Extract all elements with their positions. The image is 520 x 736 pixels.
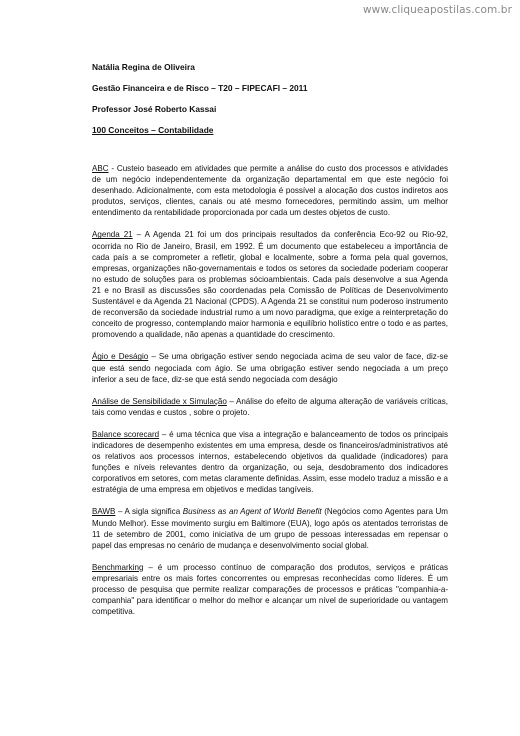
entry-abc xyxy=(92,163,448,218)
concepts-list xyxy=(92,163,448,628)
entry-term: Balance scorecard xyxy=(92,429,160,439)
course-title: Gestão Financeira e de Risco – T20 – FIPECAFI – 2011 xyxy=(92,83,308,93)
entry-text: – é um processo contínuo de comparação dos produtos, serviços e práticas empresariais entre os mais fortes concorrentes ou empresas reconhecidas como líderes. É um processo de pesquisa que permite realizar comparações de processos e práticas "companhia-a-companhia" para identificar o melhor do melhor e alcançar um nível de superioridade ou vantagem competitiva. xyxy=(92,562,448,617)
entry-bawb xyxy=(92,506,448,550)
author-name: Natália Regina de Oliveira xyxy=(92,62,195,72)
entry-benchmarking xyxy=(92,562,448,617)
entry-text: – Se uma obrigação estiver sendo negociada acima de seu valor de face, diz-se que está sendo negociada com ágio. Se uma obrigação estiver sendo negociada a um preço inferior a seu de face, diz-se que está sendo negociada com deságio xyxy=(92,352,448,384)
document-subject: 100 Conceitos – Contabilidade xyxy=(92,125,214,135)
entry-term: BAWB xyxy=(92,507,116,517)
site-watermark: www.cliqueapostilas.com.br xyxy=(362,4,512,16)
entry-term: Análise de Sensibilidade x Simulação xyxy=(92,396,227,406)
entry-text-italic: Business as an Agent of World Benefit xyxy=(182,507,322,517)
entry-agenda-21 xyxy=(92,229,448,340)
entry-text: – A Agenda 21 foi um dos principais resultados da conferência Eco-92 ou Rio-92, ocorrida no Rio de Janeiro, Brasil, em 1992. É um documento que estabeleceu a importância de cada país a se comprometer a refletir, global e localmente, sobre a forma pela qual governos, empresas, organizações não-governamentais e todos os setores da sociedade poderiam cooperar no estudo de soluções para os problemas sócioambientais. Cada país desenvolve a sua Agenda 21 e no Brasil as discussões são coordenadas pela Comissão de Políticas de Desenvolvimento Sustentável e da Agenda 21 Nacional (CPDS). A Agenda 21 se constitui num poderoso instrumento de reconversão da sociedade industrial rumo a um novo paradigma, que exige a reinterpretação do conceito de progresso, contemplando maior harmonia e equilíbrio holístico entre o todo e as partes, promovendo a qualidade, não apenas a quantidade do crescimento. xyxy=(92,230,448,340)
entry-text-post: (Negócios como Agentes para Um Mundo Melhor). Esse movimento surgiu em Baltimore (EUA), logo após os atentados terroristas de 11 de setembro de 2001, como iniciativa de um grupo de pessoas interessadas em repensar o papel das empresas no cenário de mudança e desenvolvimento social global. xyxy=(92,507,448,550)
entry-balance-scorecard xyxy=(92,429,448,496)
professor-name: Professor José Roberto Kassai xyxy=(92,104,217,114)
entry-agio-desagio xyxy=(92,351,448,384)
entry-term: Agenda 21 xyxy=(92,230,133,240)
entry-text-pre: – A sigla significa xyxy=(115,507,183,517)
document-header xyxy=(92,62,452,146)
entry-text: – Análise do efeito de alguma alteração de variáveis críticas, tais como vendas e custos , sobre o projeto. xyxy=(92,396,448,417)
entry-term: ABC xyxy=(92,164,109,173)
entry-term: Benchmarking xyxy=(92,562,144,572)
entry-text: - Custeio baseado em atividades que permite a análise do custo dos processos e atividades de um negócio independentemente da organização departamental em que este negócio foi desenhado. Adicionalmente, com esta metodologia é possível a alocação dos custos indiretos aos produtos, serviços, clientes, canais ou até mesmo fornecedores, permitindo assim, um melhor entendimento da rentabilidade proporcionada por cada um destes objetos de custo. xyxy=(92,164,448,218)
entry-term: Ágio e Deságio xyxy=(92,352,149,362)
entry-analise-sensibilidade xyxy=(92,396,448,418)
entry-text: – é uma técnica que visa a integração e balanceamento de todos os principais indicadores de desempenho existentes em uma empresa, desde os financeiros/administrativos até os relativos aos processos internos, estabelecendo objetivos da qualidade (indicadores) para funções e níveis relevantes dentro da organização, ou seja, desdobramento dos indicadores corporativos em setores, com metas claramente definidas. Assim, esse modelo traduz a missão e a estratégia de uma empresa em objetivos e medidas tangíveis. xyxy=(92,429,448,495)
